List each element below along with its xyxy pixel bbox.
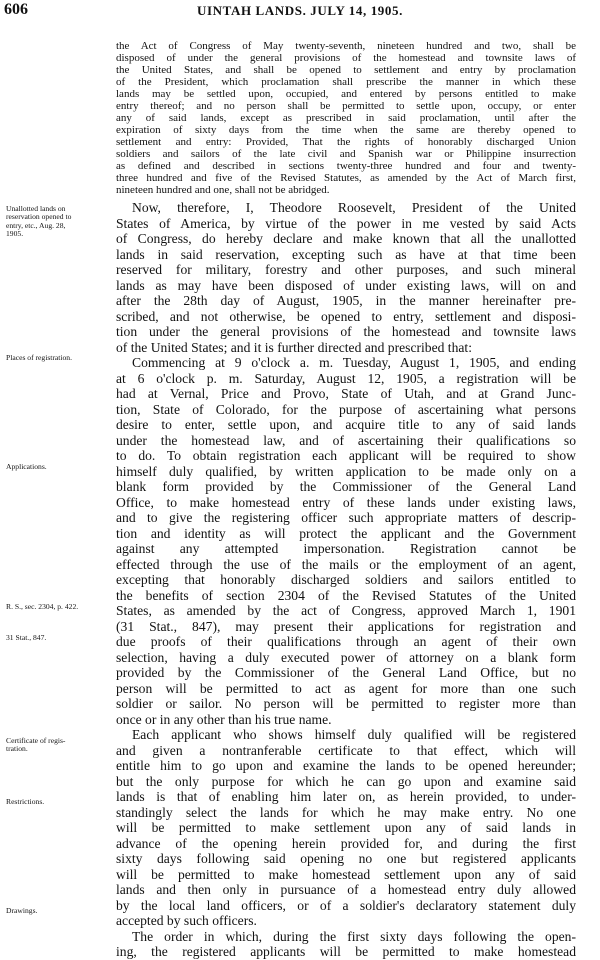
- running-head: UINTAH LANDS. JULY 14, 1905.: [197, 3, 403, 18]
- text-line: soldiers and sailors of the late civil and Spanish war or Philippine insurrection: [116, 148, 576, 160]
- text-line: any of said lands, except as prescribed in said proclamation, until after the: [116, 112, 576, 124]
- text-line: blank form provided by the Commissioner of the General Land: [116, 479, 576, 494]
- text-line: reserved for military, forestry and other purposes, and such mineral: [116, 262, 576, 277]
- text-line: settlement and entry: Provided, That the rights of honorably discharged Union: [116, 136, 576, 148]
- text-line: scribed, and not otherwise, be opened to entry, settlement and disposi-: [116, 308, 576, 324]
- text-line: lands as may have been disposed of under existing laws, will on and: [116, 277, 576, 293]
- text-line: once or in any other than his true name.: [116, 711, 332, 727]
- text-line: lands may be settled upon, occupied, and entered by persons entitled to make: [116, 88, 576, 100]
- text-line: expiration of sixty days from the time when the same are thereby opened to: [116, 124, 576, 136]
- text-line: standingly select the lands for which he may make entry. No one: [116, 804, 576, 820]
- text-line: sixty days following said opening no one but registered applicants: [116, 851, 576, 866]
- text-line: at 6 o'clock p. m. Saturday, August 12, 1905, a registration will be: [116, 370, 576, 386]
- text-line: under the homestead law, and of ascertaining their qualifications so: [116, 432, 576, 448]
- text-line: entry thereof; and no person shall be permitted to settle upon, occupy, or enter: [116, 100, 576, 112]
- margin-note-drawings: [6, 907, 114, 915]
- margin-note-line: reservation opened to: [6, 212, 72, 222]
- text-line: Each applicant who shows himself duly qualified will be registered: [132, 727, 576, 742]
- text-line: of Congress, do hereby declare and make known that all the unallotted: [116, 231, 576, 246]
- margin-note-rs: [6, 603, 114, 611]
- text-line: Commencing at 9 o'clock a. m. Tuesday, August 1, 1905, and ending: [132, 355, 576, 370]
- text-line: the benefits of section 2304 of the Revised Statutes of the United: [116, 587, 576, 603]
- text-line: soldier or sailor. No person will be permitted to register more than: [116, 696, 576, 711]
- text-line: The order in which, during the first sixty days following the open-: [132, 928, 576, 944]
- text-line: of the President, which proclamation shall prescribe the manner in which these: [116, 76, 576, 88]
- text-line: will be permitted to make settlement upon any of said lands in: [116, 820, 576, 835]
- text-line: but the only purpose for which he can go upon and examine said: [116, 773, 576, 789]
- margin-note-unallotted: [6, 205, 114, 239]
- text-line: Office, to make homestead entry of these lands under existing laws,: [116, 494, 576, 510]
- page-header: [0, 0, 592, 20]
- text-line: accepted by such officers.: [116, 913, 257, 928]
- text-line: against any attempted impersonation. Registration cannot be: [116, 541, 576, 556]
- text-line: lands in said reservation, excepting such as have at that time been: [116, 246, 576, 262]
- text-line: and to give the registering officer such appropriate matters of descrip-: [116, 510, 576, 525]
- text-line: entitle him to go upon and examine the lands to be opened hereunder;: [116, 758, 576, 773]
- text-line: to do. To obtain registration each applicant will be required to show: [116, 448, 576, 463]
- text-line: selection, having a duly executed power of attorney on a blank form: [116, 649, 576, 665]
- text-line: tion, State of Colorado, for the purpose of ascertaining what persons: [116, 401, 576, 417]
- text-line: States of America, by virtue of the power in me vested by said Acts: [116, 215, 576, 231]
- text-line: (31 Stat., 847), may present their applications for registration and: [116, 618, 576, 634]
- margin-note-applications: [6, 463, 114, 471]
- margin-note-stat: [6, 634, 114, 642]
- text-line: of the United States; and it is further directed and prescribed that:: [116, 339, 472, 355]
- text-line: after the 28th day of August, 1905, in the manner hereinafter pre-: [116, 293, 576, 308]
- text-line: effected through the use of the mails or the employment of an agent,: [116, 556, 576, 572]
- margin-note-certificate: [6, 737, 114, 754]
- text-line: Now, therefore, I, Theodore Roosevelt, President of the United: [132, 200, 576, 215]
- margin-note-line: 31 Stat., 847.: [6, 633, 47, 642]
- text-line: and given a nontranferable certificate to that effect, which will: [116, 742, 576, 758]
- margin-note-restrictions: [6, 798, 114, 806]
- margin-note-line: Unallotted lands on: [6, 204, 66, 213]
- margin-note-line: R. S., sec. 2304, p. 422.: [6, 602, 79, 611]
- text-line: due proofs of their qualifications through an agent of their own: [116, 634, 576, 649]
- page-number: 606: [4, 1, 28, 18]
- text-line: himself duly qualified, by written application to be made only on a: [116, 463, 576, 479]
- text-line: States, as amended by the act of Congress, approved March 1, 1901: [116, 603, 576, 618]
- text-line: desire to enter, settle upon, and acquire title to any of said lands: [116, 417, 576, 432]
- margin-note-line: tration.: [6, 744, 28, 754]
- proclamation-body: [116, 200, 576, 960]
- text-line: the Act of Congress of May twenty-seventh, nineteen hundred and two, shall be: [116, 40, 576, 52]
- text-line: disposed of under the general provisions of the homestead and townsite laws of: [116, 52, 576, 64]
- text-line: tion under the general provisions of the homestead and townsite laws: [116, 324, 576, 339]
- margin-note-line: entry, etc., Aug. 28,: [6, 220, 66, 230]
- margin-note-line: Certificate of regis-: [6, 736, 66, 745]
- text-line: three hundred and five of the Revised Statutes, as amended by the Act of March first,: [116, 172, 576, 184]
- text-line: lands and then only in pursuance of a homestead entry duly allowed: [116, 882, 576, 897]
- text-line: nineteen hundred and one, shall not be abridged.: [116, 184, 330, 196]
- text-line: person will be permitted to act as agent for more than one such: [116, 680, 576, 696]
- text-line: provided by the Commissioner of the General Land Office, but no: [116, 665, 576, 680]
- margin-note-line: 1905.: [6, 229, 24, 239]
- margin-note-line: Restrictions.: [6, 797, 45, 806]
- text-line: the United States, and shall be opened to settlement and entry by proclamation: [116, 64, 576, 76]
- provision-paragraph: [116, 40, 576, 196]
- text-line: had at Vernal, Price and Provo, State of Utah, and at Grand Junc-: [116, 386, 576, 401]
- text-line: as defined and described in sections twenty-three hundred and four and twenty-: [116, 160, 576, 172]
- text-line: lands is that of enabling him later on, as herein provided, to under-: [116, 789, 576, 804]
- margin-note-line: Applications.: [6, 462, 47, 471]
- text-line: advance of the opening herein provided for, and during the first: [116, 835, 576, 851]
- text-line: will be permitted to make homestead settlement upon any of said: [116, 866, 576, 882]
- text-line: tion and identity as will protect the applicant and the Government: [116, 525, 576, 541]
- margin-note-places: [6, 354, 114, 362]
- margin-note-line: Drawings.: [6, 906, 38, 915]
- text-line: by the local land officers, or of a soldier's declaratory statement duly: [116, 897, 576, 913]
- text-line: ing, the registered applicants will be permitted to make homestead: [116, 944, 576, 959]
- margin-note-line: Places of registration.: [6, 353, 73, 362]
- text-line: excepting that honorably discharged soldiers and sailors entitled to: [116, 572, 576, 587]
